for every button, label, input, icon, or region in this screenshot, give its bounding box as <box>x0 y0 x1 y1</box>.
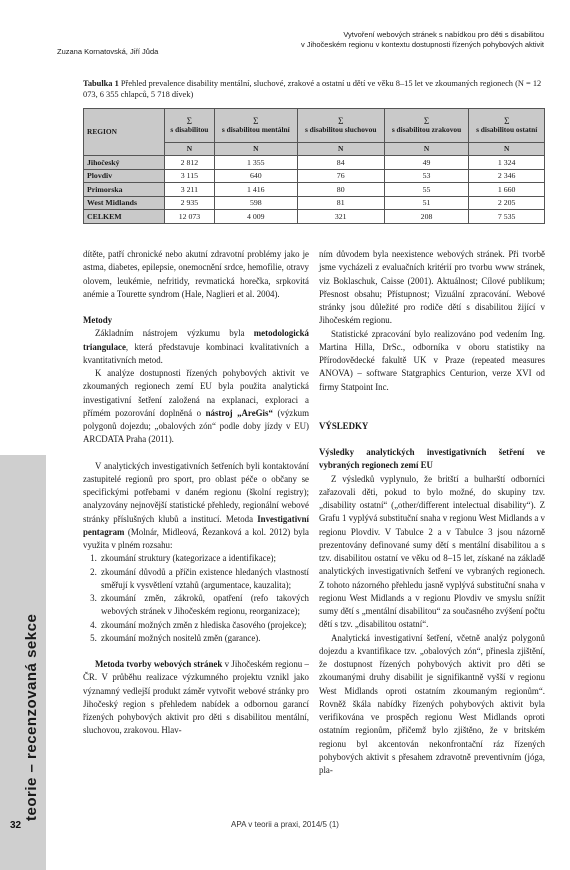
section-sidebar-label: teorie – recenzovaná sekce <box>23 613 40 821</box>
column-header-label: s disabilitou ostatní <box>476 124 538 134</box>
paragraph: dítěte, patří chronické nebo akutní zdravotní problémy jako je astma, diabetes, epilepsie, onemocnění srdce, hemofilie, otravy olovem, leukémie, nefritidy, revmatická horečka, srpkovitá anémie a Tourette syndrom (Hale, Naglieri et al. 2004). <box>83 249 309 299</box>
table-cell: 3 211 <box>165 183 215 197</box>
table-cell: 84 <box>297 156 384 170</box>
column-header <box>297 109 384 143</box>
paragraph-text: Základním nástrojem výzkumu byla <box>95 328 254 339</box>
table-row <box>84 156 545 170</box>
paragraph-text: K analýze dostupnosti řízených pohybových aktivit ve zkoumaných regionech zemí EU byla použita analytická investigativní šetření založená na explanaci, exploraci a přímém pozorování doplněná o <box>83 368 309 418</box>
running-header-title-line1: Vytvoření webových stránek s nabídkou pro děti s disabilitou <box>343 30 544 39</box>
table-cell: 4 009 <box>214 210 297 224</box>
paragraph-text: (výzkum polygonů dojezdu; „obalových zón“ podle doby jízdy v EU) ARCDATA Praha (2011). <box>83 407 309 445</box>
list-item: 2. zkoumání důvodů a příčin existence hledaných vlastností směřují k vysvětlení vztahů (argumentace, kauzalita); <box>99 566 309 593</box>
prevalence-table <box>83 108 545 224</box>
region-name: Jihočeský <box>84 156 165 170</box>
table-caption <box>83 79 545 100</box>
running-header-title-line2: v Jihočeském regionu v kontextu dostupnosti řízených pohybových aktivit <box>300 39 544 49</box>
table-cell: 80 <box>297 183 384 197</box>
paragraph-text: V analytických investigativních šetřeních byli kontaktování zastupitelé regionů pro sport, pro oblast péče o občany se specifickými potřebami v daném regionu (školní registry); analyzovány nejnovější statistické přehledy, regionální webové stránky příslušných klubů a institucí. Metoda <box>83 460 309 524</box>
left-text-column <box>83 248 309 738</box>
table-cell: 1 324 <box>469 156 545 170</box>
table-cell: 2 935 <box>165 196 215 210</box>
table-row <box>84 183 545 197</box>
region-name: Primorska <box>84 183 165 197</box>
table-cell: 12 073 <box>165 210 215 224</box>
column-header-label: s disabilitou sluchovou <box>304 124 377 134</box>
n-header: N <box>165 143 215 156</box>
table-caption-label: Tabulka 1 <box>83 79 119 88</box>
table-caption-text: Přehled prevalence disability mentální, sluchové, zrakové a ostatní u dětí ve věku 8–15 let ve zkoumaných regionech (N = 12 073, 6 355 chlapců, 5 718 dívek) <box>83 79 542 99</box>
sigma-symbol: Σ <box>338 115 344 126</box>
running-header-title <box>244 30 544 49</box>
section-heading-metody: Metody <box>83 315 113 325</box>
emphasis-text: metodologická triangulace <box>83 328 309 352</box>
sigma-symbol: Σ <box>253 115 259 126</box>
paragraph-text: v Jihočeském regionu – ČR. V průběhu realizace výzkumného projektu vznikl jako významný vedlejší produkt záměr vytvořit webové stránky pro Jihočeský region s přehledem nabídek a odbornou garancí řízených pohybových aktivit pro děti s disabilitou mentální, sluchovou, zrakovou. Hlav- <box>83 659 309 736</box>
paragraph <box>83 460 309 553</box>
table-cell: 321 <box>297 210 384 224</box>
emphasis-text: Metoda tvorby webových stránek <box>95 659 223 669</box>
list-item: 3. zkoumání změn, zákroků, opatření (refo takových webových stránek v Jihočeském regionu, reorganizace); <box>99 592 309 619</box>
table-cell: 55 <box>384 183 469 197</box>
table-cell: 7 535 <box>469 210 545 224</box>
region-name: West Midlands <box>84 196 165 210</box>
paragraph <box>83 658 309 738</box>
table-cell: 2 812 <box>165 156 215 170</box>
column-header-label: s disabilitou mentální <box>221 124 290 134</box>
pentagram-list <box>83 552 309 645</box>
n-header: N <box>469 143 545 156</box>
paragraph: Statistické zpracování bylo realizováno pod vedením Ing. Martina Hilla, DrSc., odborníka v oboru statistiky na Přírodovědecké fakultě UK v Praze (repeated measures ANOVA) – software Statgraphics Centurion, verze XVI od firmy Statpoint Inc. <box>319 328 545 392</box>
right-text-column <box>319 248 545 777</box>
paragraph <box>83 367 309 447</box>
sigma-symbol: Σ <box>423 115 430 126</box>
table-cell: 1 355 <box>214 156 297 170</box>
n-header: N <box>384 143 469 156</box>
list-item: 1. zkoumání struktury (kategorizace a identifikace); <box>99 552 309 565</box>
region-column-header: REGION <box>84 109 165 156</box>
table-cell: 1 416 <box>214 183 297 197</box>
page-number: 32 <box>10 820 22 831</box>
table-row-total <box>84 210 545 224</box>
list-item: 4. zkoumání možných změn z hlediska časového (projekce); <box>99 619 309 632</box>
column-header-label: s disabilitou zrakovou <box>391 124 462 134</box>
running-header-authors: Zuzana Kornatovská, Jiří Jůda <box>57 47 159 56</box>
table-cell: 640 <box>214 169 297 183</box>
paragraph-text: (Molnár, Midleová, Řezanková a kol. 2012) byla využita v plném rozsahu: <box>83 526 309 550</box>
subsection-heading: Výsledky analytických investigativních šetření ve vybraných regionech zemí EU <box>319 447 545 471</box>
paragraph: ním důvodem byla neexistence webových stránek. Při tvorbě jsme vycházeli z evaluačních kritérií pro tvorbu www stránek, viz Boklaschuk, Caisse (2001). Aktuálnost; Cílové publikum; Přesnost obsahu; Přístupnost; Vizuální zpracování. Webové stránky jsou důležité pro rodiče dětí s disabilitou žijící v Jihočeském regionu. <box>319 249 545 326</box>
table-row <box>84 196 545 210</box>
region-name: CELKEM <box>84 210 165 224</box>
table-cell: 2 205 <box>469 196 545 210</box>
emphasis-text: nástroj „AreGis“ <box>205 407 273 418</box>
paragraph-text: , která představuje kombinaci kvalitativních a kvantitativních metod. <box>83 341 309 365</box>
paragraph: Analytická investigativní šetření, včetně analýz polygonů dojezdu a kvantifikace tzv. „obalových zón“, přinesla zjištění, že dostupnost řízených pohybových aktivit pro děti se zkoumanými druhy disabilit je signifikantně vyšší v regionu West Midlands oproti ostatním zkoumaným regionům“. Rovněž škála nabídky řízených pohybových aktivit byla verifikována ve prospěch regionu West Midlands oproti ostatním regionům, přičemž bylo zjištěno, že v britském regionu byl akcentován nekonfrontační ráz řízených pohybových aktivit s přesahem zdravotně preventivním (jóga, pla- <box>319 632 545 775</box>
column-header <box>165 109 215 143</box>
table-cell: 81 <box>297 196 384 210</box>
table-cell: 76 <box>297 169 384 183</box>
table-cell: 208 <box>384 210 469 224</box>
region-name: Plovdiv <box>84 169 165 183</box>
table-cell: 598 <box>214 196 297 210</box>
column-header <box>214 109 297 143</box>
paragraph: Z výsledků vyplynulo, že britští a bulharští odborníci zařazovali děti, pokud to bylo možné, do skupiny tzv. „disability ostatní“ („other/different intelectual disability“). Z Grafu 1 vyplývá substituční snaha v regionu West Midlands a v regionu Plovdiv. V Tabulce 2 a v Tabulce 3 jsou názorně prezentovány definované sumy dětí s mentální disabilitou a s tzv. disabilitou ostatní ve věku od 8–15 let, získané na základě analytických investigativních šetření ve vybraných regionech. Z tohoto názorného přehledu jasně vyplývá substituční snaha v regionu West Midlands a v regionu Plovdiv ve smyslu snížit sumy dětí s „mentální disabilitou“ za současného zvýšení počtu dětí s tzv. „disabilitou ostatní“. <box>319 473 545 630</box>
table-cell: 2 346 <box>469 169 545 183</box>
n-header: N <box>214 143 297 156</box>
n-header: N <box>297 143 384 156</box>
column-header-label: s disabilitou <box>170 124 209 134</box>
section-heading-vysledky: VÝSLEDKY <box>319 420 369 431</box>
emphasis-text: Investigativní pentagram <box>83 513 309 537</box>
table-cell: 51 <box>384 196 469 210</box>
sigma-symbol: Σ <box>504 115 510 126</box>
column-header <box>469 109 545 143</box>
sigma-symbol: Σ <box>186 115 193 126</box>
table-row <box>84 169 545 183</box>
table-cell: 1 660 <box>469 183 545 197</box>
table-cell: 53 <box>384 169 469 183</box>
journal-footer: APA v teorii a praxi, 2014/5 (1) <box>231 820 339 829</box>
table-cell: 3 115 <box>165 169 215 183</box>
list-item: 5. zkoumání možných nositelů změn (garance). <box>99 632 309 645</box>
paragraph <box>83 327 309 367</box>
table-cell: 49 <box>384 156 469 170</box>
column-header <box>384 109 469 143</box>
